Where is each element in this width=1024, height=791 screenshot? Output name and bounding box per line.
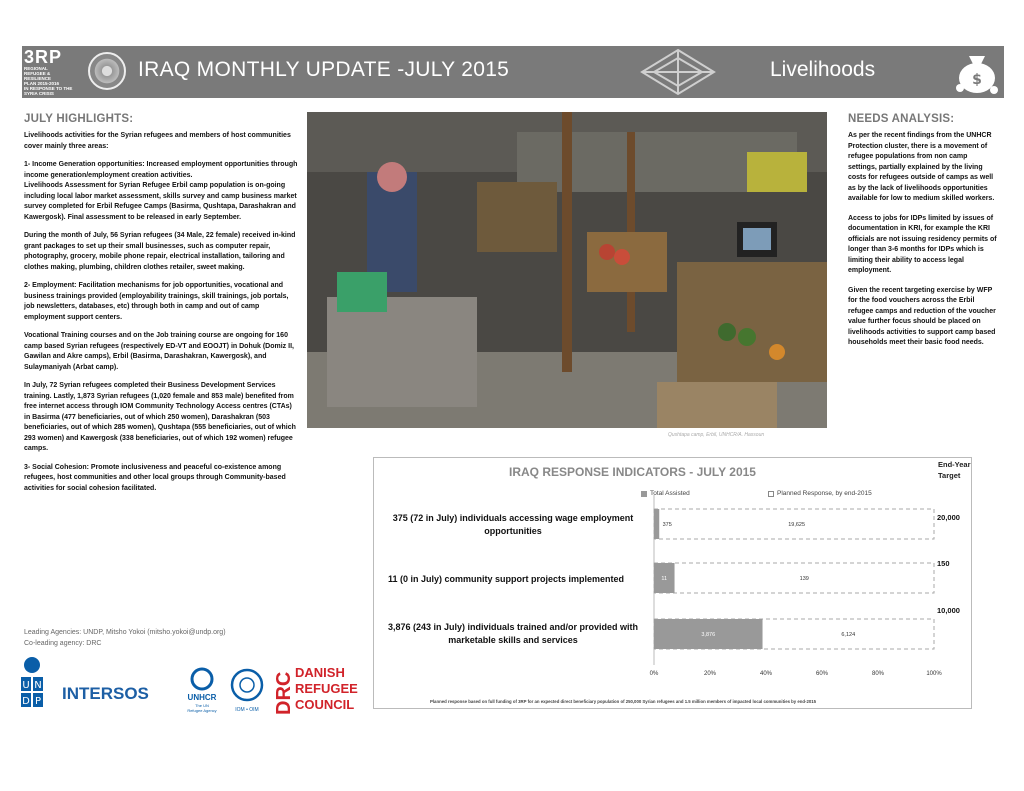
x-tick-label: 80% <box>871 671 885 677</box>
x-tick-label: 60% <box>815 671 829 677</box>
assisted-value-label: 3,876 <box>701 632 716 638</box>
undp-letter: D <box>22 696 30 707</box>
svg-text:DANISH: DANISH <box>295 665 345 680</box>
highlights-paragraph: In July, 72 Syrian refugees completed their Business Development Services training. Lastly, 1,873 Syrian refugees (1,020 female and 853 male) benefited from free internet access through IOM Community Technology Access centres (CTAs) in Basirma (477 beneficiaries, out of which 250 women), Darashakran (503 beneficiaries, out of which 285 women), Qushtapa (555 beneficiaries, out of which 293 women) and Kawergosk (338 beneficiaries, out of which 192 women) refugee camps. <box>24 382 296 452</box>
highlights-heading: JULY HIGHLIGHTS: <box>24 113 134 125</box>
undp-letter: P <box>34 696 42 707</box>
highlights-section <box>24 113 300 502</box>
svg-text:COUNCIL: COUNCIL <box>295 697 355 712</box>
market-stall-photo <box>307 112 827 428</box>
end-year-target-label: End-Year Target <box>938 460 971 480</box>
highlights-paragraph: During the month of July, 56 Syrian refugees (34 Male, 22 female) received in-kind grant packages to set up their small businesses, such as computer repair, photography, grocery, mobile phone repair, electrical installation, tailoring and clothes making, plumbing, children clothes retailer, sweet making. <box>24 232 296 271</box>
assisted-bar <box>654 509 659 539</box>
highlights-paragraph: 3- Social Cohesion: Promote inclusiveness and peaceful co-existence among refugees, host communities and other local groups through Community-based activities for social cohesion facilitated. <box>24 463 286 492</box>
sector-title: Livelihoods <box>770 58 876 81</box>
needs-paragraph: Given the recent targeting exercise by WFP for the food vouchers across the Erbil refugee camps and reduction of the voucher value further focus should be placed on livelihoods activities to support camp based households meet their basic food needs. <box>848 286 996 346</box>
remaining-value-label: 139 <box>799 576 809 582</box>
assisted-value-label: 375 <box>662 522 672 528</box>
iom-logo <box>232 670 262 713</box>
target-value: 150 <box>937 559 950 568</box>
intersos-logo: INTERSOS <box>62 684 149 703</box>
indicator-label: 11 (0 in July) community support projects implemented <box>387 574 625 584</box>
svg-text:Refugee Agency: Refugee Agency <box>187 708 217 713</box>
chart-footnote: Planned response based on full funding of 3RP for an expected direct beneficiary population of 250,000 Syrian refugees and 1.5 million members of impacted local communities by end-2015 <box>430 699 817 704</box>
needs-heading: NEEDS ANALYSIS: <box>848 113 955 125</box>
co-lead-agency-text: Co-leading agency: DRC <box>24 640 102 647</box>
drc-logo <box>273 665 358 715</box>
target-value: 20,000 <box>937 513 960 522</box>
needs-paragraph: Access to jobs for IDPs limited by issues of documentation in KRI, for example the KRI officials are not issuing residency permits of longer than 3-6 months for IDPs which is limiting their ability to access legal employment. <box>848 214 997 274</box>
indicator-label: 3,876 (243 in July) individuals trained and/or provided with marketable skills and services <box>387 622 639 645</box>
ornament-icon <box>636 46 720 98</box>
highlights-paragraph: Vocational Training courses and on the Job training course are ongoing for 160 camp based Syrian refugees (respectively ED-VT and EOOJT) in Dohuk (Domiz II, Gawilan and Akre camps), Erbil (Basirma, Darashakran, Kawergosk), and Sulaymaniyah (Arbat camp). <box>24 332 294 371</box>
lead-agency-text: Leading Agencies: UNDP, Mitsho Yokoi (mitsho.yokoi@undp.org) <box>24 629 226 636</box>
indicator-label: 375 (72 in July) individuals accessing wage employment opportunities <box>392 513 634 536</box>
undp-letter: U <box>22 680 30 691</box>
svg-text:$: $ <box>972 72 982 88</box>
x-tick-label: 100% <box>926 671 942 677</box>
money-bag-icon <box>952 48 1002 96</box>
government-seal-icon <box>88 52 126 90</box>
svg-text:REFUGEE: REFUGEE <box>295 681 358 696</box>
remaining-value-label: 19,625 <box>788 522 806 528</box>
leading-agencies <box>24 627 226 649</box>
chart-title: IRAQ RESPONSE INDICATORS - JULY 2015 <box>509 465 756 479</box>
legend-label: Total Assisted <box>650 490 690 497</box>
legend-label: Planned Response, by end-2015 <box>777 490 872 497</box>
needs-paragraph: As per the recent findings from the UNHCR Protection cluster, there is a movement of refugee populations from non camp settings, partially explained by the living costs for refugees outside of camps as well as by the lack of livelihoods opportunities available for low to medium skilled workers. <box>848 132 995 202</box>
needs-section <box>848 113 998 358</box>
planned-bar <box>654 563 934 593</box>
photo-caption: Qushtapa camp, Erbil, UNHCR/A. Hassoun <box>668 432 765 438</box>
page-title: IRAQ MONTHLY UPDATE -JULY 2015 <box>138 58 510 81</box>
svg-text:UNHCR: UNHCR <box>187 693 217 702</box>
target-value: 10,000 <box>937 606 960 615</box>
unhcr-logo <box>187 669 216 713</box>
header-banner <box>22 46 1004 98</box>
x-tick-label: 20% <box>703 671 717 677</box>
undp-letter: N <box>34 680 42 691</box>
svg-text:DRC: DRC <box>273 671 295 715</box>
highlights-paragraph: Livelihoods activities for the Syrian refugees and members of host communities cover mainly three areas: <box>24 132 291 150</box>
indicators-bar-chart <box>640 495 950 685</box>
partner-logos <box>20 655 370 717</box>
x-tick-label: 40% <box>759 671 773 677</box>
highlights-paragraph: 2- Employment: Facilitation mechanisms for job opportunities, vocational and business trainings provided (employability trainings, skill trainings, job portals, job newsletters, databases, etc) through both in camp and out of camp employment support centers. <box>24 282 289 321</box>
x-tick-label: 0% <box>649 671 659 677</box>
remaining-value-label: 6,124 <box>841 632 856 638</box>
undp-logo <box>21 657 43 707</box>
svg-text:The UN: The UN <box>195 703 209 708</box>
3rp-logo: 3RP REGIONAL REFUGEE & RESILIENCE PLAN 2015-2016 IN RESPONSE TO THE SYRIA CRISIS <box>24 47 73 96</box>
assisted-value-label: 11 <box>661 576 668 582</box>
svg-text:IOM • OIM: IOM • OIM <box>235 707 259 713</box>
highlights-paragraph: 1- Income Generation opportunities: Increased employment opportunities through income generation/employment creation activities. Livelihoods Assessment for Syrian Refugee Erbil camp population is on-going including local labor market assessment, skills survey and camp business market survey completed for Erbil Refugee Camps (Basirma, Qushtapa, Darashakran and Kawergosk). Final assessment to be released in early September. <box>24 161 298 221</box>
